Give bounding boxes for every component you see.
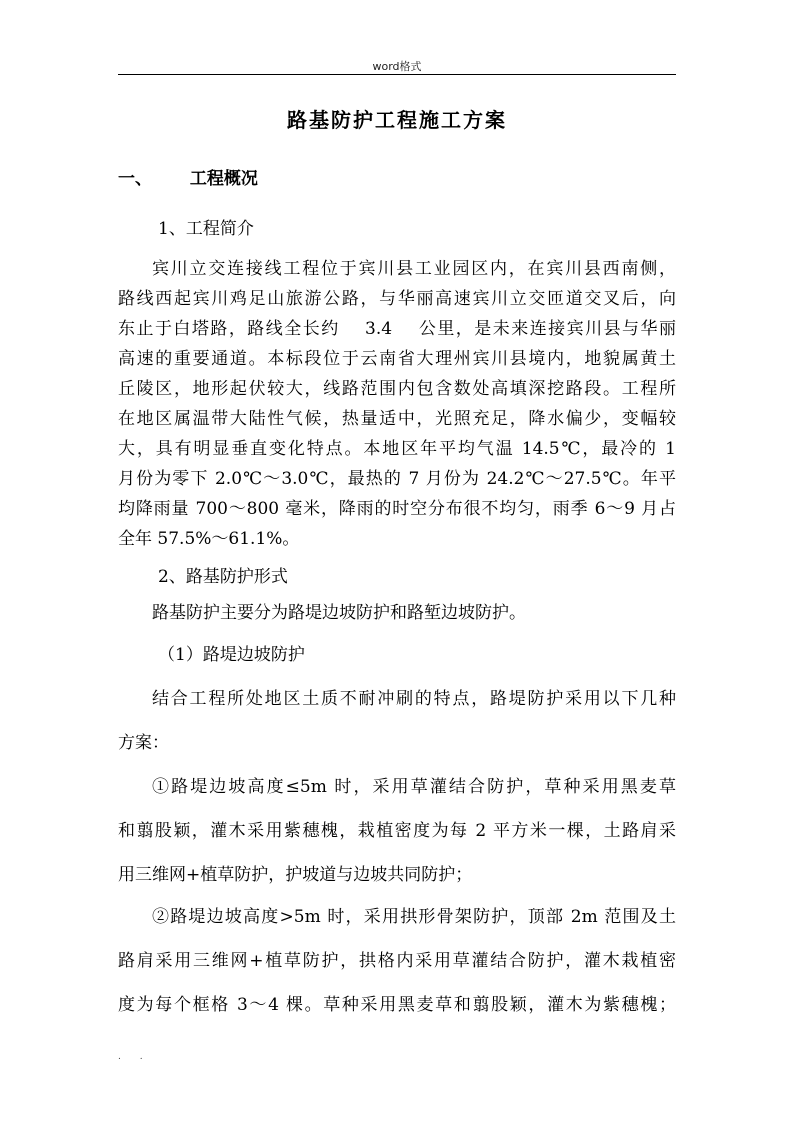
list-item-line: ①路堤边坡高度≤5m 时，采用草灌结合防护，草种采用黑麦草 xyxy=(152,777,676,797)
paragraph-line: 丘陵区，地形起伏较大，线路范围内包含数处高填深挖路段。工程所 xyxy=(118,379,676,399)
paragraph-line: 均降雨量 700～800 毫米，降雨的时空分布很不均匀，雨季 6～9 月占 xyxy=(118,499,676,519)
subheading-project-intro: 1、工程简介 xyxy=(158,219,254,239)
paragraph-line: 结合工程所处地区土质不耐冲刷的特点，路堤防护采用以下几种 xyxy=(152,689,676,709)
list-item-line: 路肩采用三维网+植草防护，拱格内采用草灌结合防护，灌木栽植密 xyxy=(118,951,676,971)
paragraph-line: 全年 57.5%～61.1%。 xyxy=(118,529,300,549)
header-divider xyxy=(118,74,676,75)
paragraph-line: 路线西起宾川鸡足山旅游公路，与华丽高速宾川立交匝道交叉后，向 xyxy=(118,289,676,309)
subheading-protection-forms: 2、路基防护形式 xyxy=(158,567,288,587)
section-number: 一、 xyxy=(118,169,152,189)
paragraph-line: 在地区属温带大陆性气候，热量适中，光照充足，降水偏少，变幅较 xyxy=(118,409,676,429)
paragraph-line: 路基防护主要分为路堤边坡防护和路堑边坡防护。 xyxy=(152,603,526,623)
section-heading-text: 工程概况 xyxy=(189,169,258,189)
page-footer-text: . . xyxy=(118,1052,151,1062)
list-item-line: 用三维网+植草防护，护坡道与边坡共同防护； xyxy=(118,865,473,885)
page-header-text: word格式 xyxy=(372,60,422,73)
paragraph-line: 方案： xyxy=(118,733,169,753)
paragraph-line: 东止于白塔路，路线全长约 3.4 公里，是未来连接宾川县与华丽 xyxy=(118,319,676,339)
subheading-embankment-protection: （1）路堤边坡防护 xyxy=(158,645,305,665)
section-heading xyxy=(118,168,676,190)
paragraph-line: 月份为零下 2.0℃～3.0℃，最热的 7 月份为 24.2℃～27.5℃。年平 xyxy=(118,469,676,489)
list-item-line: ②路堤边坡高度>5m 时，采用拱形骨架防护，顶部 2m 范围及土 xyxy=(152,907,676,927)
paragraph-line: 高速的重要通道。本标段位于云南省大理州宾川县境内，地貌属黄土 xyxy=(118,349,676,369)
paragraph-line: 大，具有明显垂直变化特点。本地区年平均气温 14.5℃，最冷的 1 xyxy=(118,439,676,459)
paragraph-line: 宾川立交连接线工程位于宾川县工业园区内，在宾川县西南侧， xyxy=(152,259,676,279)
list-item-line: 度为每个框格 3～4 棵。草种采用黑麦草和翦股颖，灌木为紫穗槐； xyxy=(118,995,676,1015)
document-title: 路基防护工程施工方案 xyxy=(287,108,507,132)
list-item-line: 和翦股颖，灌木采用紫穗槐，栽植密度为每 2 平方米一棵，土路肩采 xyxy=(118,821,676,841)
